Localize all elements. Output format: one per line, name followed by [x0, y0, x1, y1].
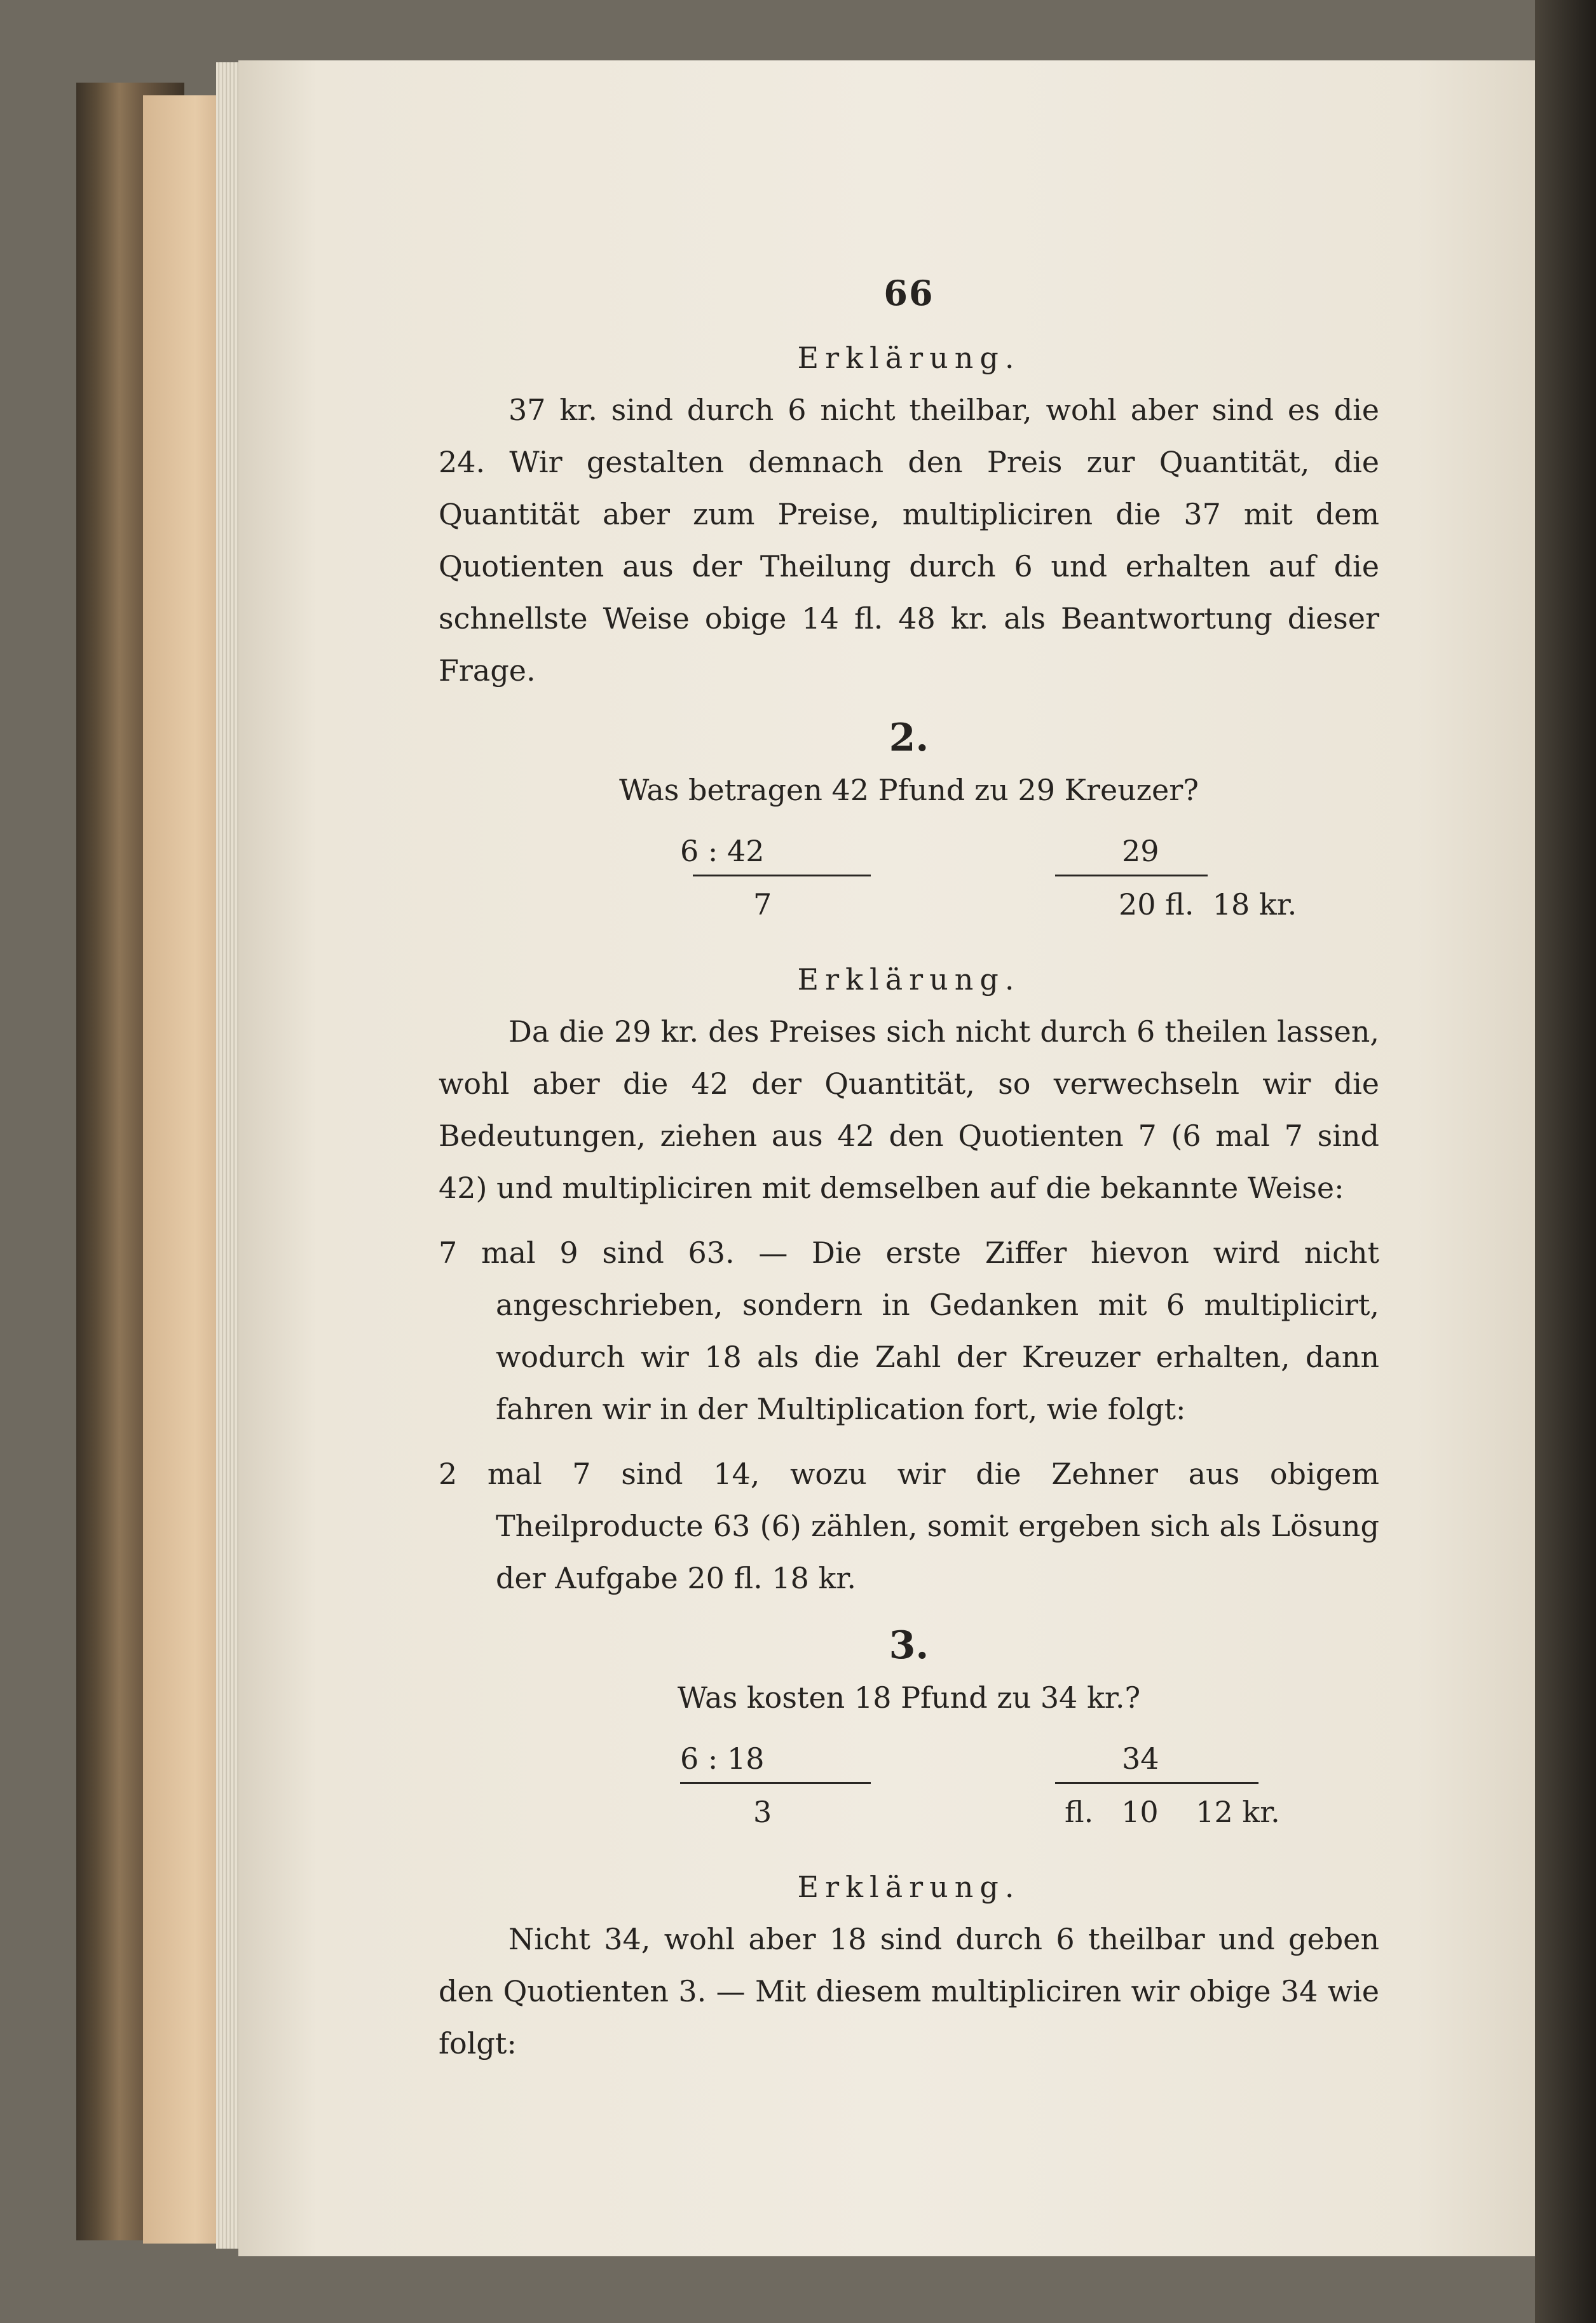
page-content [439, 267, 1379, 2069]
calc-rule [693, 875, 871, 876]
paragraph: Da die 29 kr. des Preises sich nicht durch 6 theilen lassen, wohl aber die 42 der Quantität, so verwechseln wir die Bedeutungen, ziehen aus 42 den Quotienten 7 (6 mal 7 sind 42) und multipliciren mit demselben auf die bekannte Weise: [439, 1014, 1379, 1205]
section-heading: Erklärung. [797, 1870, 1021, 1904]
calc-left-top: 6 : 18 [680, 1741, 765, 1776]
facing-page-shadow [1535, 0, 1596, 2323]
calc-rule [680, 1782, 871, 1784]
calc-left-bottom: 3 [753, 1795, 772, 1829]
calc-right-bottom: 20 fl. 18 kr. [1119, 887, 1297, 922]
problem-number: 2. [889, 716, 929, 760]
section-heading: Erklärung. [797, 962, 1021, 997]
calc-left-top: 6 : 42 [680, 834, 765, 868]
problem-question: Was kosten 18 Pfund zu 34 kr.? [677, 1680, 1141, 1715]
calculation-step: 7 mal 9 sind 63. — Die erste Ziffer hievon wird nicht angeschrieben, sondern in Gedanken mit 6 multiplicirt, wodurch wir 18 als die Zahl der Kreuzer erhalten, dann fahren wir in der Multiplication fort, wie folgt: [439, 1236, 1379, 1426]
problem-question: Was betragen 42 Pfund zu 29 Kreuzer? [619, 773, 1199, 807]
problem-number: 3. [889, 1623, 929, 1668]
calc-right-bottom: fl. 10 12 kr. [1065, 1795, 1280, 1829]
calc-right-top: 29 [1122, 834, 1159, 868]
calc-rule [1055, 875, 1208, 876]
calc-left-bottom: 7 [753, 887, 772, 922]
calc-right-top: 34 [1122, 1741, 1159, 1776]
paragraph: Nicht 34, wohl aber 18 sind durch 6 theilbar und geben den Quotienten 3. — Mit diesem multipliciren wir obige 34 wie folgt: [439, 1922, 1379, 2061]
page-number: 66 [883, 273, 934, 313]
paragraph: 37 kr. sind durch 6 nicht theilbar, wohl aber sind es die 24. Wir gestalten demnach den Preis zur Quantität, die Quantität aber zum Preise, multipliciren die 37 mit dem Quotienten aus der Theilung durch 6 und erhalten auf die schnellste Weise obige 14 fl. 48 kr. als Beantwortung dieser Frage. [439, 393, 1379, 688]
section-heading: Erklärung. [797, 341, 1021, 375]
calculation-step: 2 mal 7 sind 14, wozu wir die Zehner aus obigem Theilproducte 63 (6) zählen, somit ergeben sich als Lösung der Aufgabe 20 fl. 18 kr. [439, 1457, 1379, 1595]
calculation-scheme [439, 822, 1379, 943]
calculation-scheme [439, 1730, 1379, 1851]
calc-rule [1055, 1782, 1258, 1784]
